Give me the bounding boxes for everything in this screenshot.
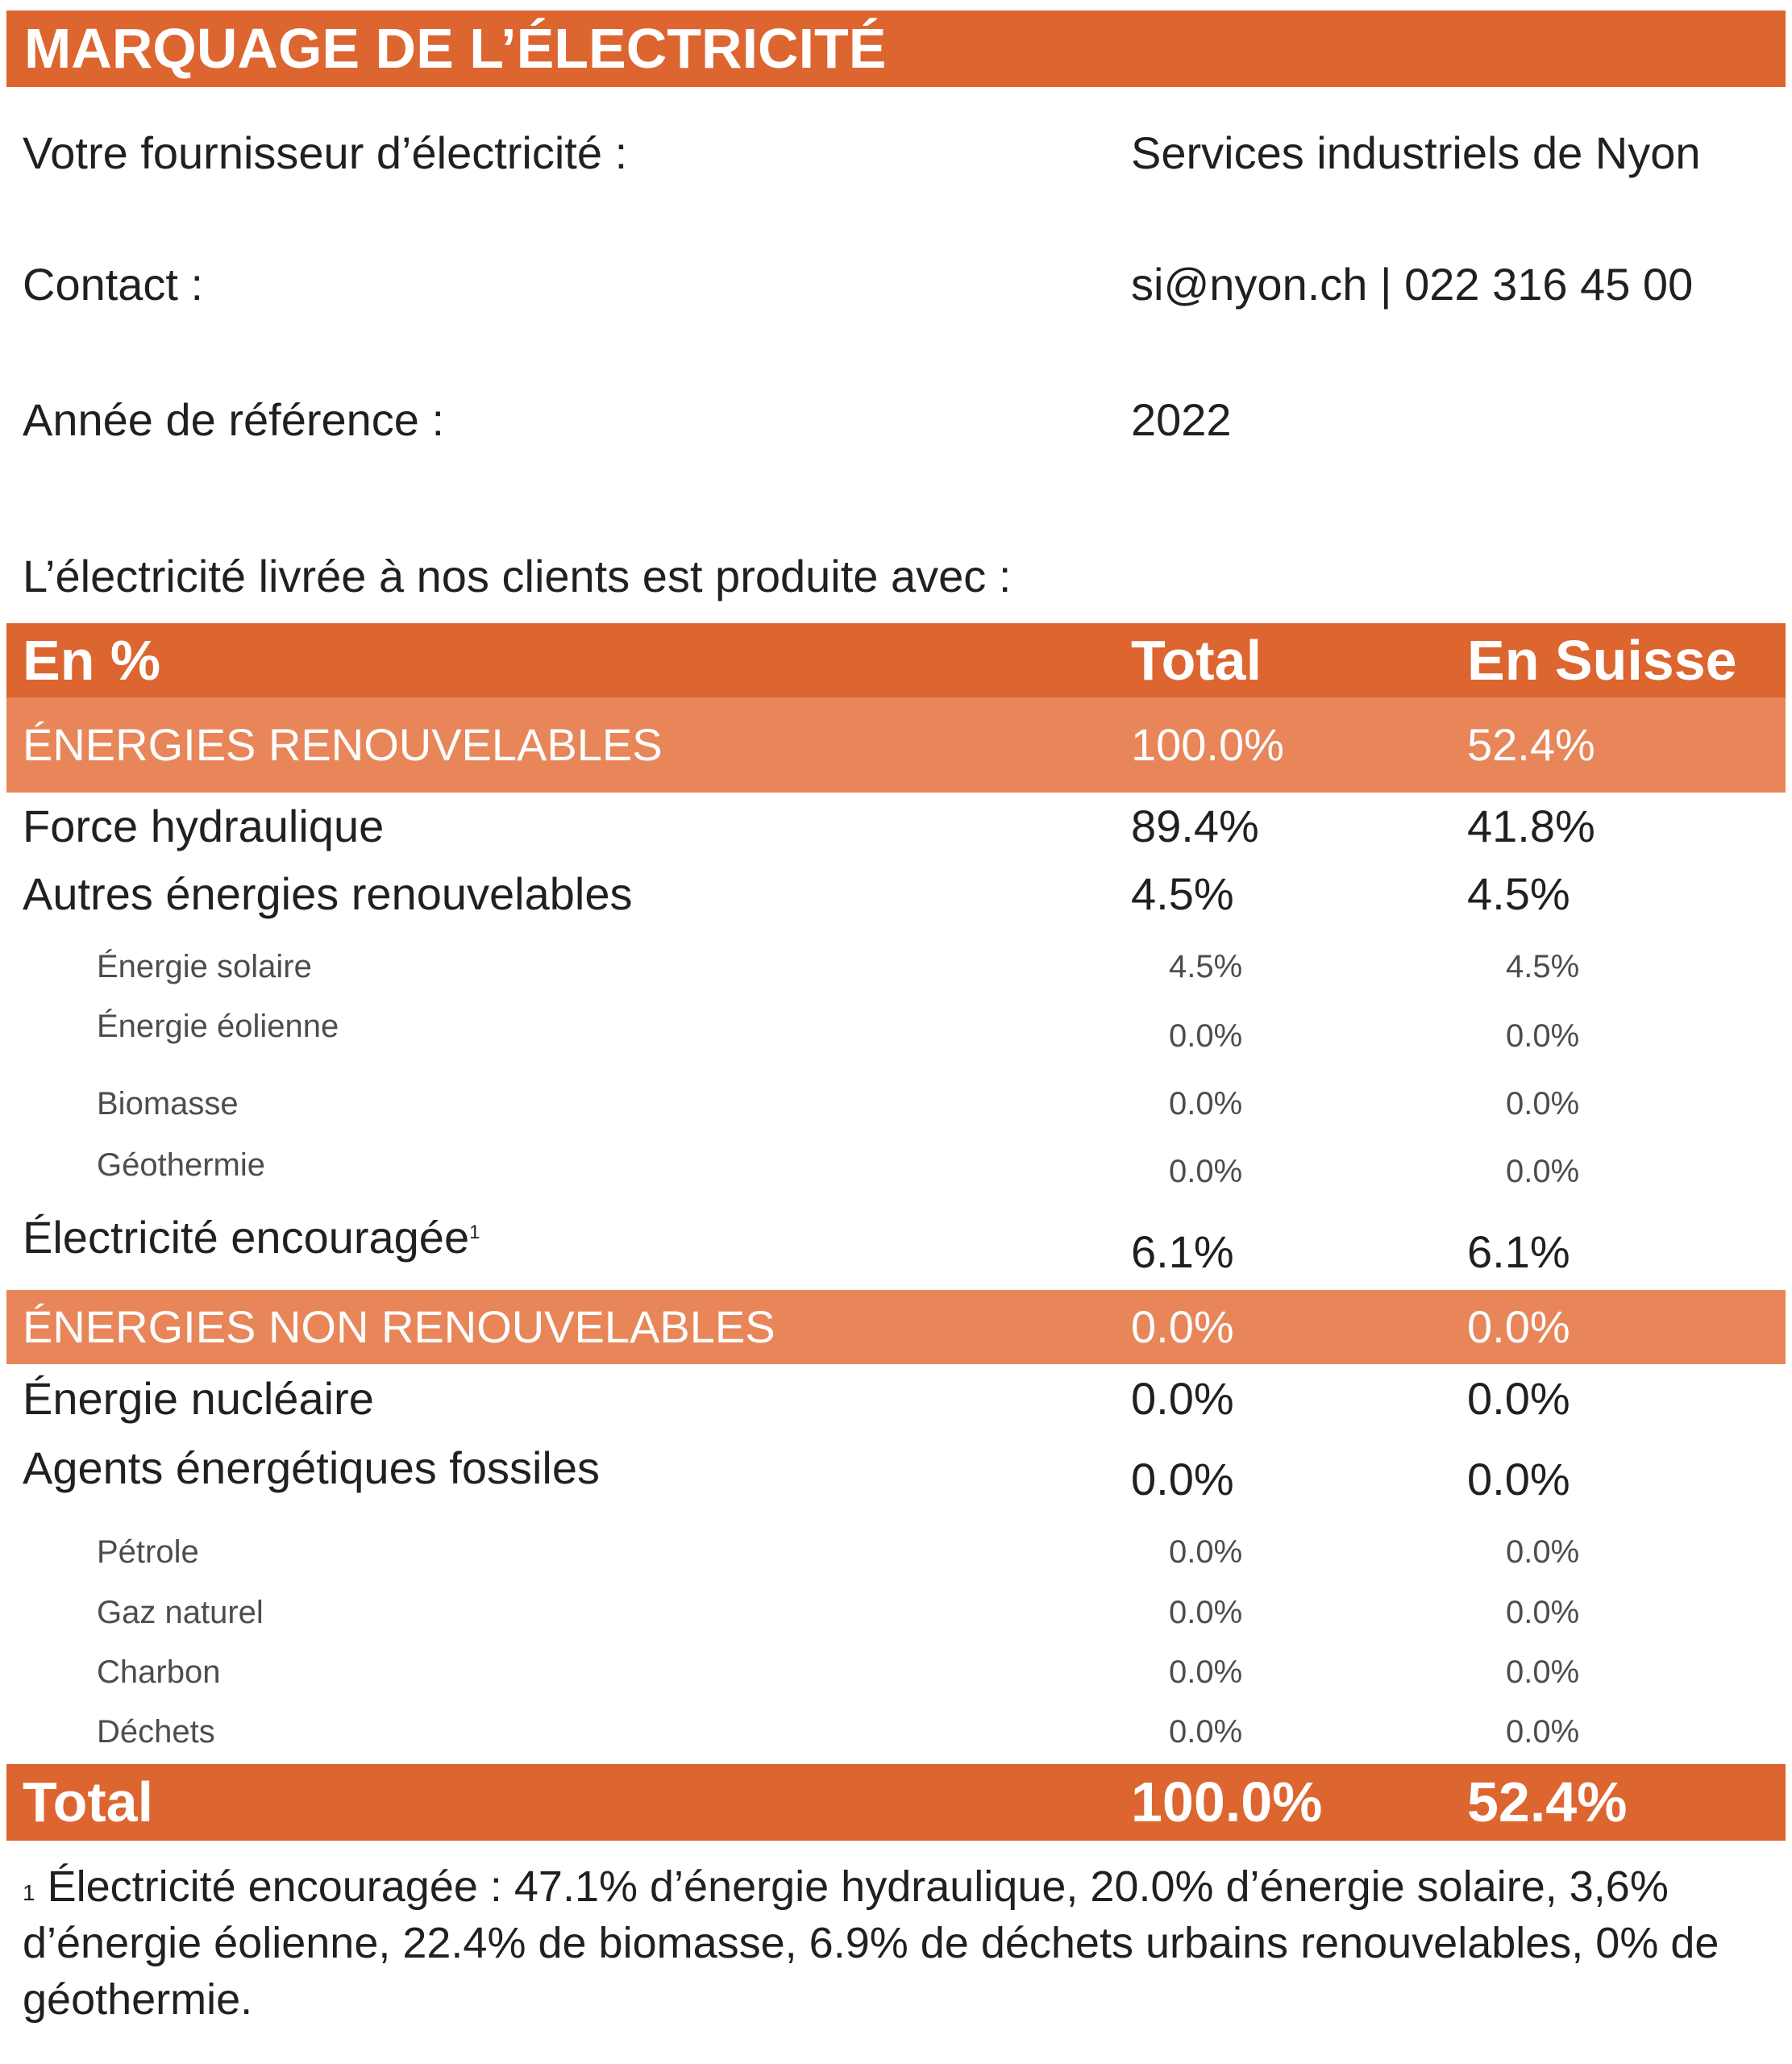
- row-total: 0.0%: [1169, 1086, 1243, 1121]
- column-header-suisse: En Suisse: [1467, 629, 1737, 692]
- table-subrow-biomass: [6, 1082, 1786, 1126]
- row-total: 0.0%: [1169, 1018, 1243, 1054]
- row-suisse: 0.0%: [1506, 1154, 1580, 1189]
- row-total: 6.1%: [1131, 1226, 1234, 1277]
- table-subrow-wind: [6, 1008, 1786, 1054]
- table-subrow-gas: [6, 1591, 1786, 1634]
- table-subrow-coal: [6, 1650, 1786, 1694]
- table-total-row: [6, 1764, 1786, 1841]
- row-suisse: 6.1%: [1467, 1226, 1570, 1277]
- category-row-renewables: [6, 697, 1786, 793]
- row-total: 0.0%: [1169, 1714, 1243, 1750]
- table-subrow-waste: [6, 1710, 1786, 1754]
- category-label: ÉNERGIES NON RENOUVELABLES: [23, 1301, 775, 1352]
- table-row-hydro: [6, 798, 1786, 855]
- table-row-nuclear: [6, 1371, 1786, 1427]
- table-row-subsidized: [6, 1209, 1786, 1298]
- footnote-marker: 1: [23, 1880, 35, 1905]
- row-label: Agents énergétiques fossiles: [23, 1442, 600, 1493]
- total-suisse: 52.4%: [1467, 1771, 1628, 1833]
- row-suisse: 4.5%: [1506, 949, 1580, 984]
- table-subrow-oil: [6, 1530, 1786, 1574]
- row-label: Biomasse: [97, 1086, 239, 1121]
- row-label: Géothermie: [97, 1147, 265, 1183]
- footnote-ref: 1: [469, 1221, 480, 1243]
- intro-text: L’électricité livrée à nos clients est produite avec :: [23, 551, 1012, 601]
- row-suisse: 0.0%: [1506, 1086, 1580, 1121]
- table-row-other-renewables: [6, 866, 1786, 922]
- row-total: 0.0%: [1169, 1534, 1243, 1570]
- table-header-row: [6, 623, 1786, 697]
- row-total: 89.4%: [1131, 801, 1259, 851]
- row-label: Pétrole: [97, 1534, 199, 1570]
- row-label: Autres énergies renouvelables: [23, 868, 633, 919]
- category-suisse: 0.0%: [1467, 1301, 1570, 1352]
- row-total: 0.0%: [1131, 1373, 1234, 1424]
- table-subrow-geothermal: [6, 1143, 1786, 1187]
- row-label: Énergie nucléaire: [23, 1373, 374, 1424]
- row-label: Déchets: [97, 1714, 215, 1750]
- row-suisse: 0.0%: [1467, 1373, 1570, 1424]
- column-header-name: En %: [23, 629, 161, 692]
- row-suisse: 0.0%: [1506, 1534, 1580, 1570]
- row-label: Charbon: [97, 1654, 221, 1690]
- row-total: 0.0%: [1169, 1595, 1243, 1630]
- contact-value: si@nyon.ch | 022 316 45 00: [1131, 259, 1694, 310]
- category-total: 0.0%: [1131, 1301, 1234, 1352]
- page-title: MARQUAGE DE L’ÉLECTRICITÉ: [6, 10, 1786, 87]
- row-total: 4.5%: [1131, 868, 1234, 919]
- supplier-label: Votre fournisseur d’électricité :: [23, 127, 628, 178]
- row-suisse: 0.0%: [1506, 1018, 1580, 1054]
- year-label: Année de référence :: [23, 394, 445, 445]
- row-total: 0.0%: [1131, 1454, 1234, 1504]
- supplier-value: Services industriels de Nyon: [1131, 127, 1701, 178]
- row-suisse: 0.0%: [1506, 1654, 1580, 1690]
- year-value: 2022: [1131, 394, 1232, 445]
- footnote-text: Électricité encouragée : 47.1% d’énergie hydraulique, 20.0% d’énergie solaire, 3,6% d’énergie éolienne, 22.4% de biomasse, 6.9% de déchets urbains renouvelables, 0% de géothermie.: [23, 1862, 1719, 2024]
- category-total: 100.0%: [1131, 719, 1284, 770]
- row-label: Énergie éolienne: [97, 1009, 339, 1044]
- row-label: Gaz naturel: [97, 1595, 264, 1630]
- category-row-non-renewables: [6, 1290, 1786, 1364]
- row-suisse: 4.5%: [1467, 868, 1570, 919]
- category-label: ÉNERGIES RENOUVELABLES: [23, 719, 663, 770]
- total-label: Total: [23, 1771, 154, 1833]
- row-total: 0.0%: [1169, 1654, 1243, 1690]
- footnote: [23, 1858, 1772, 2028]
- total-value: 100.0%: [1131, 1771, 1323, 1833]
- contact-label: Contact :: [23, 259, 204, 310]
- category-suisse: 52.4%: [1467, 719, 1595, 770]
- table-row-fossil: [6, 1440, 1786, 1529]
- row-suisse: 0.0%: [1506, 1714, 1580, 1750]
- row-suisse: 0.0%: [1467, 1454, 1570, 1504]
- row-label: Électricité encouragée$^1$: [23, 1212, 480, 1263]
- row-label: Énergie solaire: [97, 949, 312, 984]
- row-total: 0.0%: [1169, 1154, 1243, 1189]
- row-suisse: 41.8%: [1467, 801, 1595, 851]
- row-label: Force hydraulique: [23, 801, 385, 851]
- row-suisse: 0.0%: [1506, 1595, 1580, 1630]
- table-subrow-solar: [6, 945, 1786, 988]
- row-total: 4.5%: [1169, 949, 1243, 984]
- column-header-total: Total: [1131, 629, 1262, 692]
